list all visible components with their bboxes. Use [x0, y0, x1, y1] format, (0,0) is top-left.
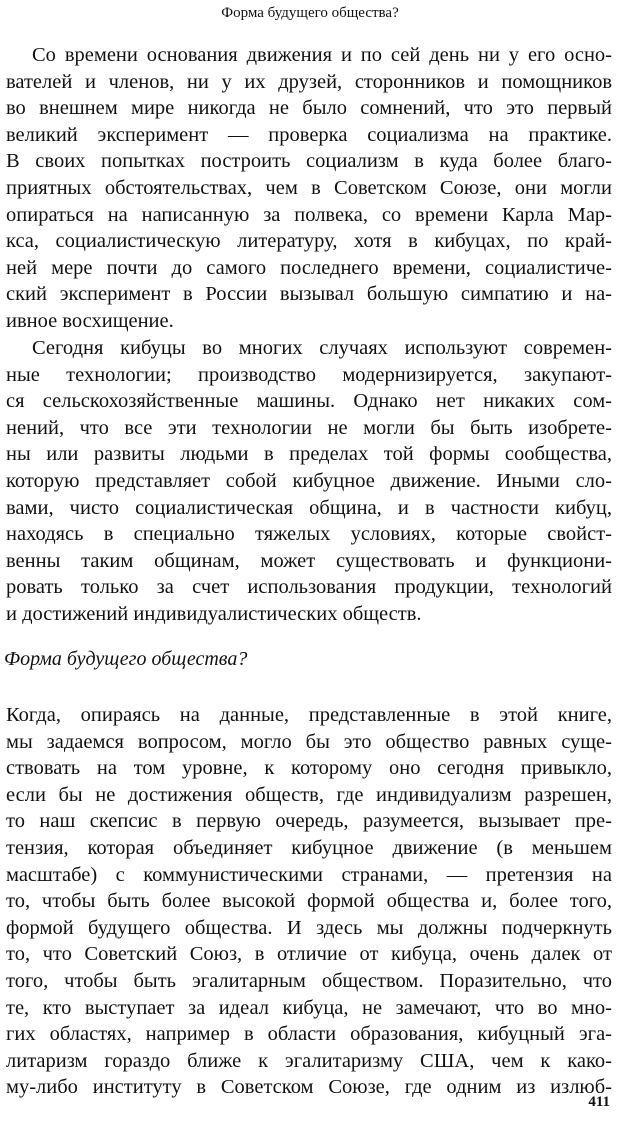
paragraph-1 [6, 42, 612, 335]
text-line: находясь в специально тяжелых условиях, которые свойст- [6, 523, 612, 546]
text-line: ней мере почти до самого последнего времени, социалистиче- [6, 256, 612, 279]
text-line: вателей и членов, ни у их друзей, сторонников и помощников [6, 70, 612, 93]
text-line: Со времени основания движения и по сей день ни у его осно- [32, 44, 612, 66]
text-line: того, чтобы быть эгалитарным обществом. Поразительно, что [6, 969, 612, 992]
text-line: если бы не достижения обществ, где индивидуализм разрешен, [6, 783, 612, 806]
text-line: и достижений индивидуалистических обществ. [6, 602, 422, 625]
text-line: те, кто выступает за идеал кибуца, не замечают, что во мно- [6, 996, 612, 1019]
paragraph-2 [6, 335, 612, 628]
text-line: В своих попытках построить социализм в куда более благо- [6, 150, 612, 173]
text-line: ные технологии; производство модернизируется, закупают- [6, 363, 612, 386]
text-line: формой будущего общества. И здесь мы должны подчеркнуть [6, 916, 612, 939]
text-line: литаризм гораздо ближе к эгалитаризму США, чем к како- [6, 1049, 612, 1072]
page-number: 411 [588, 1094, 610, 1110]
text-line: Когда, опираясь на данные, представленные в этой книге, [6, 704, 612, 726]
text-line: ский эксперимент в России вызывал большую симпатию и на- [6, 283, 612, 306]
text-line: му-либо институту в Советском Союзе, где одним из излюб- [6, 1076, 612, 1099]
text-line: ся сельскохозяйственные машины. Однако нет никаких сом- [6, 390, 612, 413]
text-line: великий эксперимент — проверка социализма на практике. [6, 123, 612, 146]
text-line: венны таким общинам, может существовать и функциони- [6, 549, 612, 572]
text-line: ствовать на том уровне, к которому оно сегодня привыкло, [6, 757, 612, 780]
paragraph-3 [6, 702, 612, 1101]
text-line: вами, чисто социалистическая община, и в частности кибуц, [6, 496, 612, 519]
text-line: которую представляет собой кибуцное движение. Иными сло- [6, 469, 612, 492]
text-line: то наш скепсис в первую очередь, разумеется, вызывает пре- [6, 810, 612, 833]
text-line: ровать только за счет использования продукции, технологий [6, 576, 612, 599]
text-line: то, что Советский Союз, в отличие от кибуца, очень далек от [6, 943, 612, 966]
text-line: ивное восхищение. [6, 309, 174, 332]
text-line: нений, что все эти технологии не могли бы быть изобрете- [6, 416, 612, 439]
text-line: во внешнем мире никогда не было сомнений, что это первый [6, 97, 612, 120]
text-line: Сегодня кибуцы во многих случаях используют современ- [32, 337, 612, 359]
section-heading: Форма будущего общества? [4, 648, 248, 670]
text-line: мы задаемся вопросом, могло бы это общество равных суще- [6, 730, 612, 753]
text-line: ны или развиты людьми в пределах той формы сообщества, [6, 443, 612, 466]
text-line: масштабе) с коммунистическими странами, — претензия на [6, 863, 612, 886]
text-line: кса, социалистическую литературу, хотя в кибуцах, по край- [6, 230, 612, 253]
text-line: приятных обстоятельствах, чем в Советском Союзе, они могли [6, 176, 612, 199]
text-line: опираться на написанную за полвека, со времени Карла Мар- [6, 203, 612, 226]
text-line: то, чтобы быть более высокой формой общества и, более того, [6, 890, 612, 913]
text-line: гих областях, например в области образования, кибуцный эга- [6, 1023, 612, 1046]
running-head: Форма будущего общества? [221, 5, 399, 21]
text-line: тензия, которая объединяет кибуцное движение (в меньшем [6, 836, 612, 859]
